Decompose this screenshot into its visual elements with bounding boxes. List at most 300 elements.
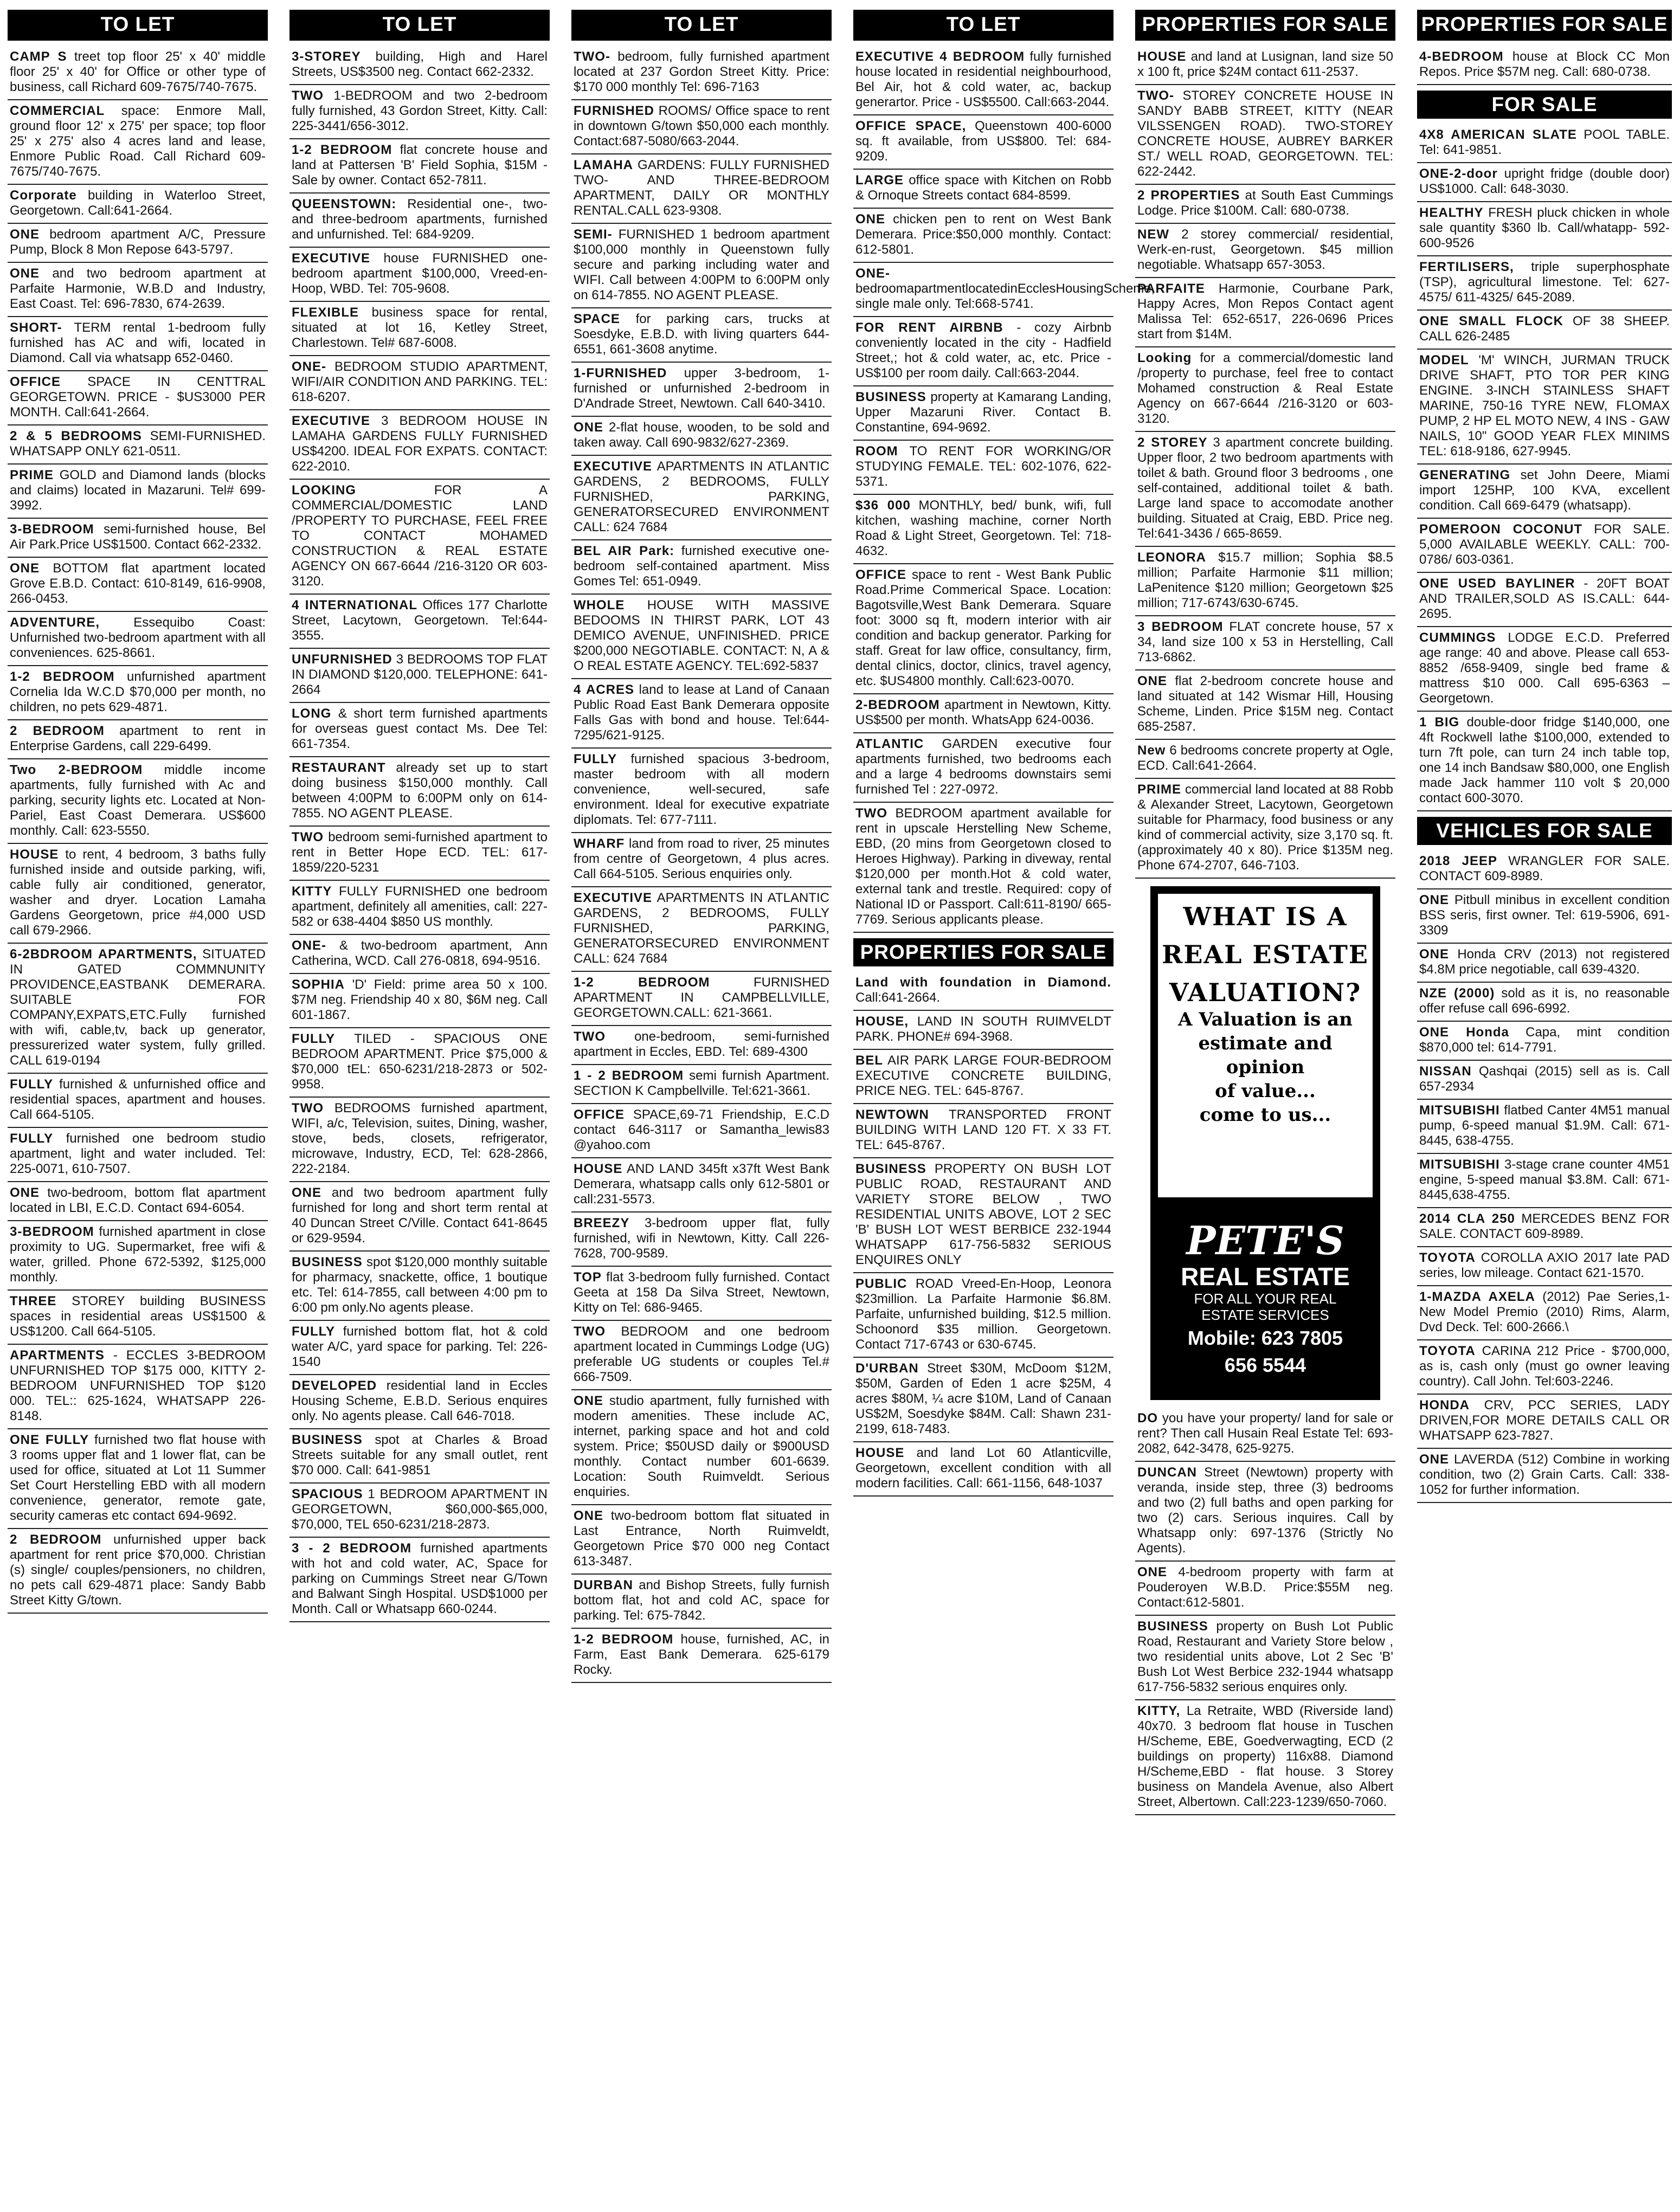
classified-ad [1417, 1340, 1672, 1395]
ad-lead: PARFAITE [1137, 281, 1205, 296]
classified-ad [571, 154, 832, 224]
classified-ad [571, 1575, 832, 1629]
services-text: ESTATE SERVICES [1201, 1307, 1329, 1323]
ad-text: studio apartment, fully furnished with modern amenities. These include AC, internet, parking space and hot and cold system. Price; $50USD daily or $900USD monthly. Contact number 601-6639. Location: South Ruimveldt. Serious enquiries. [574, 1394, 829, 1499]
ad-lead: FERTILISERS, [1419, 260, 1514, 274]
ad-text: HOUSE WITH MASSIVE BEDOOMS IN THIRST PARK, LOT 43 DEMICO AVENUE, UNFINISHED. PRICE $200,000 NEGOTIABLE. CONTACT: N, A & O REAL ESTATE AGENCY. TEL:692-5837 [574, 598, 829, 673]
ad-lead: HONDA [1419, 1398, 1470, 1413]
classified-ad [853, 1158, 1113, 1273]
classified-ad [853, 46, 1113, 115]
ad-text: furnished apartment in close proximity to UG. Supermarket, free wifi & water, grilled. Phone 672-5392, $125,000 monthly. [10, 1224, 266, 1285]
ad-text: La Retraite, WBD (Riverside land) 40x70. 3 bedroom flat house in Tuschen H/Scheme, EBE, Goedverwagting, ECD (2 buildings on property) 116x88. Diamond H/Scheme,EBD - flat house. 3 Storey business on Mandela Avenue, also Albert Street, Albertown. Call:223-1239/650-7060. [1137, 1704, 1393, 1809]
ad-text: FURNISHED APARTMENT IN CAMPBELLVILLE, GEORGETOWN.CALL: 621-3661. [574, 975, 829, 1020]
ad-text: 6 bedrooms concrete property at Ogle, ECD. Call:641-2664. [1137, 743, 1393, 773]
ad-text: space: Enmore Mall, ground floor 12' x 275' per space; top floor 25' x 275' also 4 acres land and lease, Enmore Public Road. Call Richard 609-7675/740-7675. [10, 104, 266, 179]
ad-text: TERM rental 1-bedroom fully furnished has AC and wifi, located in Diamond. Call via whatsapp 652-0460. [10, 320, 266, 365]
classified-ad [8, 759, 268, 844]
ad-text: furnished apartments with hot and cold water, AC, Space for parking on Cummings Street near G/Town and Balwant Singh Hospital. USD$1000 per Month. Call or Whatsapp 660-0244. [292, 1541, 548, 1616]
ad-lead: ONE [10, 1185, 40, 1200]
classified-ad [289, 1098, 550, 1182]
mobile-number: Mobile: 623 7805 [1187, 1327, 1343, 1349]
ad-text: SITUATED IN GATED COMMNUNITY PROVIDENCE,EASTBANK DEMERARA. SUITABLE FOR COMPANY,EXPATS,ETC.Fully furnished with wifi, cable,tv, back up generator, pressurerized water system, fully grilled. CALL 619-0194 [10, 947, 266, 1068]
ad-lead: NZE (2000) [1419, 986, 1495, 1001]
classified-ad [1417, 1154, 1672, 1208]
classified-ad [8, 100, 268, 185]
ad-text: AND LAND 345ft x37ft West Bank Demerara, whatsapp calls only 612-5801 or call:231-5573. [574, 1162, 829, 1207]
ad-lead: FULLY [10, 1077, 54, 1092]
ad-text: bedroom apartment A/C, Pressure Pump, Block 8 Mon Repose 643-5797. [10, 227, 266, 257]
classified-ad [853, 263, 1155, 317]
classified-ad [571, 1390, 832, 1505]
ad-lead: PUBLIC [855, 1276, 907, 1291]
ad-lead: ROOM [855, 444, 898, 459]
ad-text: 3-stage crane counter 4M51 engine, 5-speed manual $3.8M. Call: 671-8445,638-4755. [1419, 1157, 1670, 1202]
classified-ad [8, 1074, 268, 1128]
ad-text: for a commercial/domestic land /property to purchase, feel free to contact Mohamed construction & Real Estate Agency on 667-6644 /216-3120 or 603-3120. [1137, 351, 1393, 426]
ad-text: - 20FT BOAT AND TRAILER,SOLD AS IS.CALL: 644-2695. [1419, 576, 1670, 621]
ad-text: ROAD Vreed-En-Hoop, Leonora $23million. La Parfaite Harmonie $6.8M. Parfaite, unfurnished building, $12.5 million. Schoonord $35 million. Georgetown. Contact 717-6743 or 630-6745. [855, 1276, 1112, 1352]
ad-lead: ONE [1419, 947, 1450, 962]
ad-text: 'D' Field: prime area 50 x 100. $7M neg. Friendship 40 x 80, $6M neg. Call 601-1867. [292, 977, 548, 1022]
ad-lead: ONE SMALL FLOCK [1419, 314, 1563, 328]
ad-text: double-door fridge $140,000, one 4ft Rockwell lathe $100,000, extended to turn 7ft pole, can turn 24 inch table top, one 14 inch Bandsaw $80,000, one English made Jack hammer 110 volt $ 20,000 contact 600-3070. [1419, 715, 1670, 805]
ad-text: commercial land located at 88 Robb & Alexander Street, Lacytown, Georgetown suitable for Pharmacy, food business or any kind of commercial activity, size 3,170 sq. ft. (approximately 40 x 80). Price $135M neg. Phone 674-2707, 646-7103. [1137, 782, 1394, 873]
classified-ad [571, 972, 832, 1026]
section-heading: VEHICLES FOR SALE [1417, 817, 1672, 845]
ad-text: land from road to river, 25 minutes from centre of Georgetown, 4 plus acres. Call 664-5105. Serious enquiries only. [574, 836, 830, 881]
classified-ad [8, 185, 268, 224]
ad-lead: TWO- [574, 49, 610, 64]
ad-text: at South East Cummings Lodge. Price $100M. Call: 680-0738. [1137, 188, 1394, 218]
ad-text: BOTTOM flat apartment located Grove E.B.D. Contact: 610-8149, 616-9908, 266-0453. [10, 561, 266, 606]
ad-lead: ONE- [292, 938, 326, 953]
ad-text: FOR A COMMERCIAL/DOMESTIC LAND /PROPERTY TO PURCHASE, FEEL FREE TO CONTACT MOHAMED CONSTRUCTION & REAL ESTATE AGENCY ON 667-6644 /216-3120 OR 603-3120. [292, 483, 548, 589]
section-heading: TO LET [8, 10, 268, 41]
ad-text: residential land in Eccles Housing Scheme, E.B.D. Serious enquires only. No agents please. Call 646-7018. [292, 1378, 548, 1423]
classified-ad [571, 46, 832, 100]
ad-text: you have your property/ land for sale or rent? Then call Husain Real Estate Tel: 693-2082, 642-3478, 625-9275. [1137, 1411, 1393, 1456]
ad-text: FURNISHED 1 bedroom apartment $100,000 monthly in Queenstown fully secure and parking including water and WIFI. Call between 4:00PM to 6:00PM only on 614-7855. NO AGENT PLEASE. [574, 227, 829, 302]
ad-lead: ONE [10, 266, 40, 281]
ad-lead: ONE [855, 212, 886, 227]
ad-lead: SOPHIA [292, 977, 345, 992]
ad-lead: BUSINESS [855, 390, 926, 404]
classified-ad [289, 827, 550, 881]
ad-lead: HOUSE [574, 1162, 623, 1176]
ad-text: Honda CRV (2013) not registered $4.8M price negotiable, call 639-4320. [1419, 947, 1670, 977]
classified-ad [853, 972, 1113, 1011]
classified-ad [8, 224, 268, 263]
ad-lead: 2 BEDROOM [10, 724, 105, 738]
classified-ad [289, 356, 550, 410]
ad-text: spot at Charles & Broad Streets suitable for any small outlet, rent $70 000. Call: 641-9851 [292, 1433, 548, 1478]
classified-ad [571, 679, 832, 749]
ad-text: LODGE E.C.D. Preferred age range: 40 and above. Please call 653-8852 /658-9409, single bed frame & mattress $10 000. Call 695-6363 – Georgetown. [1419, 630, 1670, 706]
ad-text: flat concrete house and land at Pattersen 'B' Field Sophia, $15M - Sale by owner. Contact 652-7811. [292, 143, 548, 188]
ad-text: bedroom, fully furnished apartment located at 237 Gordon Street Kitty. Price: $170 000 monthly Tel: 696-7163 [574, 49, 829, 94]
classified-ad [1417, 850, 1672, 889]
classified-ad [1135, 670, 1395, 740]
ad-lead: PRIME [10, 468, 54, 482]
ad-text: apartment to rent in Enterprise Gardens, call 229-6499. [10, 724, 266, 753]
ad-lead: ONE FULLY [10, 1433, 89, 1447]
ad-text: furnished executive one-bedroom self-contained apartment. Miss Gomes Tel: 651-0949. [574, 544, 829, 589]
ad-text: semi furnish Apartment. SECTION K Campbellville. Tel:621-3661. [574, 1068, 830, 1098]
classified-ad [1417, 202, 1672, 256]
classified-ad [571, 308, 832, 363]
ad-lead: TWO- [1137, 88, 1174, 103]
ad-lead: 3 - 2 BEDROOM [292, 1541, 412, 1556]
ad-lead: TOYOTA [1419, 1344, 1476, 1358]
ad-lead: CUMMINGS [1419, 630, 1496, 645]
ad-text: two-bedroom bottom flat situated in Last Entrance, North Ruimveldt, Georgetown Price $70 000 neg Contact 613-3487. [574, 1508, 830, 1569]
classified-ad [1135, 547, 1395, 616]
classified-ad [8, 944, 268, 1074]
classified-ad [289, 881, 550, 935]
classified-ad [1417, 350, 1672, 465]
classified-ad [8, 519, 268, 558]
ad-text: flat 3-bedroom fully furnished. Contact Geeta at 158 Da Silva Street, Newtown, Kitty on Tel: 686-9465. [574, 1270, 829, 1315]
ad-lead: SPACIOUS [292, 1487, 363, 1501]
ad-text: APARTMENTS IN ATLANTIC GARDENS, 2 BEDROOMS, FULLY FURNISHED, PARKING, GENERATORSECURED ENVIRONMENT CALL: 624 7684 [574, 459, 830, 534]
ad-text: BEDROOMS furnished apartment, WIFI, a/c, Television, suites, Dining, washer, stove, beds, closets, refrigerator, microwave, Industry, ECD, Tel: 628-2866, 222-2184. [292, 1101, 548, 1176]
ad-text: FULLY FURNISHED one bedroom apartment, definitely all amenities, call: 227-582 or 638-4404 $850 US monthly. [292, 884, 548, 929]
ad-lead: BUSINESS [1137, 1619, 1208, 1634]
ad-text: STOREY CONCRETE HOUSE IN SANDY BABB STREET, KITTY (NEAR VILSSENGEN ROAD). TWO-STOREY CONCRETE HOUSE, AUBREY BARKER ST./ WELL ROAD, GEORGETOWN. TEL: 622-2442. [1137, 88, 1393, 179]
classified-ad [853, 441, 1113, 495]
ad-text: treet top floor 25' x 40' middle floor 25' x 40' for Office or other type of business, call Richard 609-7675/740-7675. [10, 49, 266, 94]
ad-lead: OFFICE [10, 375, 61, 389]
classified-ad [1135, 185, 1395, 224]
ad-text: furnished bottom flat, hot & cold water A/C, yard space for parking. Tel: 226-1540 [292, 1324, 548, 1369]
pete-logo [1163, 1219, 1367, 1377]
ad-text: already set up to start doing business $150,000 monthly. Call between 4:00PM to 6:00PM only on 614-7855. NO AGENT PLEASE. [292, 760, 548, 821]
ad-lead: 1-2 BEDROOM [292, 143, 392, 157]
ad-text: $15.7 million; Sophia $8.5 million; Parfaite Harmonie $11 million; LaPenitence $120 million; Georgetown $25 million; 717-6743/630-6745. [1137, 550, 1393, 610]
classified-ad [571, 224, 832, 308]
ad-lead: QUEENSTOWN: [292, 197, 397, 211]
valuation-question: VALUATION? [1169, 978, 1362, 1007]
ad-text: Capa, mint condition $870,000 tel: 614-7791. [1419, 1025, 1670, 1055]
classified-ad [571, 456, 832, 540]
ad-lead: SHORT- [10, 320, 62, 335]
ad-lead: UNFURNISHED [292, 652, 392, 667]
classified-ad [1135, 779, 1395, 879]
ad-lead: FULLY [574, 752, 617, 766]
ad-lead: MITSUBISHI [1419, 1103, 1500, 1118]
ad-text: upright fridge (double door) US$1000. Call: 648-3030. [1419, 166, 1670, 196]
ad-lead: NISSAN [1419, 1064, 1472, 1079]
ad-lead: ONE- [855, 266, 890, 281]
ad-lead: EXECUTIVE [574, 459, 653, 474]
ad-lead: ONE [1419, 893, 1450, 907]
ad-lead: 2 & 5 BEDROOMS [10, 429, 142, 443]
classified-ad [853, 170, 1113, 209]
ad-text: middle income apartments, fully furnished with Ac and parking, security lights etc. Located at Non-Pariel, East Coast Demerara. US$600 monthly. Call: 623-5550. [10, 763, 266, 838]
ad-lead: SPACE [574, 312, 620, 326]
ad-text: CRV, PCC SERIES, LADY DRIVEN,FOR MORE DETAILS CALL OR WHATSAPP 623-7827. [1419, 1398, 1670, 1443]
ad-text: 3 BEDROOMS TOP FLAT IN DIAMOND $120,000. TELEPHONE: 641-2664 [292, 652, 548, 697]
classified-ad [289, 46, 550, 85]
classified-ad [853, 1273, 1113, 1358]
classified-ad [8, 844, 268, 944]
section-heading: FOR SALE [1417, 91, 1672, 119]
ad-text: land to lease at Land of Canaan Public Road East Bank Demerara opposite Falls Gas with bond and house. Tel:644-7295/621-9125. [574, 682, 830, 743]
ad-text: Residential one-, two- and three-bedroom apartments, furnished and unfurnished. Tel: 684-9209. [292, 197, 548, 242]
ad-text: sold as it is, no reasonable offer refuse call 696-6992. [1419, 986, 1670, 1016]
ad-lead: OFFICE [855, 567, 906, 582]
classified-ad [1417, 256, 1672, 311]
ad-lead: ONE [574, 1394, 604, 1408]
valuation-question: REAL ESTATE [1162, 940, 1369, 969]
ad-text: furnished one bedroom studio apartment, light and water included. Tel: 225-0071, 610-7507. [10, 1131, 266, 1176]
classified-ad [1135, 278, 1395, 347]
ad-text: OF 38 SHEEP. CALL 626-2485 [1419, 314, 1670, 344]
ad-lead: PRIME [1137, 782, 1182, 797]
ad-lead: MODEL [1419, 353, 1469, 367]
ad-lead: HEALTHY [1419, 205, 1484, 220]
classified-ad [1135, 432, 1395, 547]
ad-lead: 3-BEDROOM [10, 1224, 94, 1239]
ad-lead: ONE [1137, 674, 1168, 688]
ad-text: TRANSPORTED FRONT BUILDING WITH LAND 120 FT. X 33 FT. TEL: 645-8767. [855, 1107, 1111, 1152]
ad-lead: ATLANTIC [855, 737, 924, 751]
ad-lead: TOYOTA [1419, 1250, 1476, 1265]
ad-lead: FURNISHED [574, 104, 655, 118]
classified-ad [853, 386, 1113, 441]
classified-ad [8, 46, 268, 100]
classified-ad [289, 480, 550, 595]
classified-ad [1417, 124, 1672, 163]
valuation-text: come to us... [1199, 1104, 1331, 1126]
ad-text: & two-bedroom apartment, Ann Catherina, WCD. Call 276-0818, 694-9516. [292, 938, 548, 968]
classified-ad [1417, 573, 1672, 627]
ad-text: BEDROOM apartment available for rent in upscale Herstelling New Scheme, EBD, (20 mins from Georgetown closed to Heroes Highway). Parking in diveway, rental $120,000 per month.Hot & cold water, external tank and trestle. Required: copy of National ID or Passport. Call:611-8190/ 665-7769. Serious applicants please. [855, 806, 1112, 927]
classified-ad [853, 495, 1113, 564]
ad-lead: KITTY, [1137, 1704, 1181, 1718]
classified-ad [853, 1011, 1113, 1050]
classified-ad [1417, 1286, 1672, 1340]
ad-text: BEDROOM and one bedroom apartment located in Cummings Lodge (UG) preferable UG students or couples Tel.# 666-7509. [574, 1324, 829, 1384]
section-heading: TO LET [853, 10, 1113, 41]
ad-text: unfurnished apartment Cornelia Ida W.C.D $70,000 per month, no children, no pets 629-4871. [10, 669, 266, 714]
ad-lead: EXECUTIVE [292, 414, 371, 428]
ad-text: MONTHLY, bed/ bunk, wifi, full kitchen, washing machine, corner North Road & Light Street, Georgetown. Tel: 718-4632. [855, 498, 1111, 558]
ad-text: GARDENS: FULLY FURNISHED TWO- AND THREE-BEDROOM APARTMENT, DAILY OR MONTHLY RENTAL.CALL 623-9308. [574, 158, 829, 218]
classified-ad [853, 1442, 1113, 1497]
ad-lead: FULLY [10, 1131, 54, 1146]
ad-lead: 6-2BDROOM APARTMENTS, [10, 947, 197, 962]
mobile-number: 656 5544 [1224, 1354, 1306, 1376]
ad-text: flatbed Canter 4M51 manual pump, 6-speed manual $1.9M. Call: 671-8445, 638-4755. [1419, 1103, 1670, 1148]
classified-ad [289, 974, 550, 1028]
classified-ad [8, 1291, 268, 1345]
classified-ad [571, 540, 832, 595]
classified-ad [1135, 1700, 1395, 1815]
ad-text: for parking cars, trucks at Soesdyke, E.B.D. with living quarters 644-6551, 661-3608 anytime. [574, 312, 829, 357]
classified-ad [853, 209, 1113, 263]
ad-text: house at Block CC Mon Repos. Price $57M neg. Call: 680-0738. [1419, 49, 1670, 79]
ad-text: one-bedroom, semi-furnished apartment in Eccles, EBD. Tel: 689-4300 [574, 1029, 829, 1059]
classified-ad [8, 425, 268, 465]
classified-ad [1417, 1208, 1672, 1247]
section-heading: PROPERTIES FOR SALE [1417, 10, 1672, 41]
ad-lead: 3-STOREY [292, 49, 361, 64]
ad-lead: FULLY [292, 1324, 336, 1339]
ad-text: furnished spacious 3-bedroom, master bedroom with all modern convenience, well-secured, safe environment. Ideal for executive expatriate diplomats. Tel: 677-7111. [574, 752, 829, 827]
ad-text: 3 BEDROOM HOUSE IN LAMAHA GARDENS FULLY FURNISHED US$4200. IDEAL FOR EXPATS. CONTACT: 622-2010. [292, 414, 548, 474]
classified-ad [571, 1104, 832, 1158]
ad-lead: TOP [574, 1270, 602, 1285]
ad-text: apartment in Newtown, Kitty. US$500 per month. WhatsApp 624-0036. [855, 698, 1111, 727]
ad-lead: BUSINESS [855, 1162, 926, 1176]
classified-ad [8, 317, 268, 371]
ad-text: COROLLA AXIO 2017 late PAD series, low mileage. Contact 621-1570. [1419, 1250, 1670, 1280]
classified-ad [8, 558, 268, 612]
ad-text: spot $120,000 monthly suitable for pharmacy, snackette, office, 1 boutique etc. Tel: 614-7855, call between 4:00 pm to 6:00 pm only.No agents please. [292, 1255, 548, 1315]
classified-ad [853, 317, 1113, 386]
classified-ad [1417, 944, 1672, 983]
classified-ad [1417, 1022, 1672, 1061]
classified-ad [289, 1028, 550, 1098]
ad-lead: NEW [1137, 227, 1169, 242]
classified-ad [289, 1429, 550, 1484]
ad-text: chicken pen to rent on West Bank Demerara. Price:$50,000 monthly. Contact: 612-5801. [855, 212, 1112, 257]
ad-text: GOLD and Diamond lands (blocks and claims) located in Mazaruni. Tel# 699-3992. [10, 468, 266, 513]
classified-ad [1417, 465, 1672, 519]
classified-ad [1135, 740, 1395, 779]
ad-text: and Bishop Streets, fully furnish bottom flat, hot and cold AC, space for parking. Tel: 675-7842. [574, 1578, 829, 1623]
classified-ad [289, 757, 550, 827]
ad-text: BEDROOM STUDIO APARTMENT, WIFI/AIR CONDITION AND PARKING. TEL: 618-6207. [292, 359, 548, 404]
ad-text: WRANGLER FOR SALE. CONTACT 609-8989. [1419, 854, 1670, 883]
ad-lead: HOUSE [855, 1446, 905, 1460]
ad-text: triple superphosphate (TSP), agricultural limestone. Tel: 627-4575/ 611-4325/ 645-2089. [1419, 260, 1670, 305]
ad-lead: 2014 CLA 250 [1419, 1211, 1515, 1226]
ad-lead: ONE- [292, 359, 326, 374]
ad-text: LAND IN SOUTH RUIMVELDT PARK. PHONE# 694-3968. [855, 1014, 1112, 1044]
valuation-question: WHAT IS A [1183, 902, 1348, 931]
column-to-let-1 [8, 10, 268, 2205]
ad-text: Harmonie, Courbane Park, Happy Acres, Mon Repos Contact agent Malissa Tel: 652-6517, 226-0696 Prices start from $14M. [1137, 281, 1394, 341]
classified-ad [8, 1529, 268, 1614]
ad-lead: 1-2 BEDROOM [574, 975, 710, 990]
ad-lead: ONE Honda [1419, 1025, 1509, 1040]
ad-lead: COMMERCIAL [10, 104, 105, 118]
ad-lead: BREEZY [574, 1216, 630, 1230]
classified-ad [289, 1321, 550, 1375]
ad-text: (2012) Pae Series,1- New Model Premio (2010) Rims, Alarm, Dvd Deck. Tel: 600-2666.\ [1419, 1289, 1670, 1334]
ad-lead: ONE [1419, 1452, 1450, 1467]
classified-ad [853, 803, 1113, 933]
ad-lead: ONE [10, 227, 40, 242]
classified-ad [571, 417, 832, 456]
classified-ad [853, 1104, 1113, 1158]
ad-text: 4-bedroom property with farm at Pouderoyen W.B.D. Price:$55M neg. Contact:612-5801. [1137, 1565, 1393, 1610]
ad-lead: Looking [1137, 351, 1192, 365]
ad-lead: POMEROON COCONUT [1419, 522, 1583, 537]
ad-text: and two bedroom apartment at Parfaite Harmonie, W.B.D and Industry, East Coast. Tel: 696-7830, 674-2639. [10, 266, 266, 311]
ad-text: LAVERDA (512) Combine in working condition, two (2) Grain Carts. Call: 338-1052 for further information. [1419, 1452, 1670, 1497]
ad-text: Street (Newtown) property with veranda, inside step, three (3) bedrooms and two (2) full baths and open parking for two (2) cars. Serious inquires. Call by Whatsapp only: 697-1376 (Strictly No Agents). [1137, 1465, 1393, 1556]
classified-ad [8, 612, 268, 666]
classified-ad [571, 363, 832, 417]
ad-text: 3 apartment concrete building. Upper floor, 2 two bedroom apartments with toilet & bath. Ground floor 3 bedrooms , one self-contained, additional toilet & bath. Large land space to accomodate another building. Situated at Craig, EBD. Price neg. Tel:641-3436 / 665-8659. [1137, 435, 1393, 541]
classified-ad [571, 887, 832, 972]
ad-lead: TWO [292, 830, 324, 844]
ad-lead: 3-BEDROOM [10, 522, 94, 537]
ad-lead: BEL AIR Park: [574, 544, 675, 558]
ad-lead: D'URBAN [855, 1361, 919, 1376]
classified-ad [1417, 519, 1672, 573]
ad-text: PROPERTY ON BUSH LOT PUBLIC ROAD, RESTAURANT AND VARIETY STORE BELOW , TWO RESIDENTIAL UNITS ABOVE, LOT 2 SEC 'B' BUSH LOT WEST BERBICE 232-1944 WHATSAPP 617-756-5832 SERIOUS ENQUIRES ONLY [855, 1162, 1112, 1267]
classified-ad [1135, 1408, 1395, 1462]
ad-lead: 4-BEDROOM [1419, 49, 1504, 64]
classified-ad [289, 139, 550, 194]
classified-ad [289, 410, 550, 480]
classified-ad [1417, 163, 1672, 202]
ad-text: - ECCLES 3-BEDROOM UNFURNISHED TOP $175 000, KITTY 2-BEDROOM UNFURNISHED TOP $120 000. TEL:: 625-1624, WHATSAPP 226-8148. [10, 1348, 266, 1423]
ad-text: SPACE,69-71 Friendship, E.C.D contact 646-3117 or Samantha_lewis83 @yahoo.com [574, 1107, 830, 1152]
ad-lead: EXECUTIVE [292, 251, 371, 266]
valuation-panel [1158, 894, 1373, 1197]
ad-text: 1 BEDROOM APARTMENT IN GEORGETOWN, $60,000-$65,000, $70,000, TEL 650-6231/218-2873. [292, 1487, 548, 1532]
ad-text: TO RENT FOR WORKING/OR STUDYING FEMALE. TEL: 602-1076, 622-5371. [855, 444, 1112, 489]
classified-ad [571, 595, 832, 679]
column-properties-for-sale [1135, 10, 1395, 2205]
classified-ad [853, 1358, 1113, 1442]
classified-ad [289, 935, 550, 974]
ad-lead: DO [1137, 1411, 1158, 1426]
ad-lead: GENERATING [1419, 468, 1511, 482]
ad-text: business space for rental, situated at lot 16, Ketley Street, Charlestown. Tel# 687-6008. [292, 305, 548, 350]
classified-ad [289, 85, 550, 139]
ad-lead: 2 STOREY [1137, 435, 1208, 450]
classified-ad [8, 720, 268, 759]
classified-ad [289, 194, 550, 248]
classified-ad [289, 1182, 550, 1252]
column-for-sale-vehicles [1417, 10, 1672, 2205]
ad-text: Qashqai (2015) sell as is. Call 657-2934 [1419, 1064, 1670, 1094]
classified-ad [289, 649, 550, 703]
ad-text: and land at Lusignan, land size 50 x 100 ft, price $24M contact 611-2537. [1137, 49, 1394, 79]
ad-text: house FURNISHED one-bedroom apartment $100,000, Vreed-en-Hoop, WBD. Tel: 705-9608. [292, 251, 548, 296]
column-to-let-2 [289, 10, 550, 2205]
ad-text: flat 2-bedroom concrete house and land situated at 142 Wismar Hill, Housing Scheme, Linden. Price $15M neg. Contact 685-2587. [1137, 674, 1394, 734]
ad-text: office space with Kitchen on Robb & Ornoque Streets contact 684-8599. [855, 173, 1111, 203]
ad-lead: ONE [10, 561, 40, 576]
classified-ad [1135, 1462, 1395, 1562]
classified-ad [1417, 889, 1672, 944]
ad-text: STOREY building BUSINESS spaces in residential areas US$1500 & US$1200. Call 664-5105. [10, 1294, 266, 1339]
ad-text: to rent, 4 bedroom, 3 baths fully furnished inside and outside parking, wifi, cable fully air conditioned, generator, washer and dryer. Location Lamaha Gardens Georgetown, price #4,000 USD call 679-2966. [10, 847, 266, 938]
ad-lead: NEWTOWN [855, 1107, 929, 1122]
ad-text: GARDEN executive four apartments furnished, two bedrooms each and a large 4 bedrooms downstairs semi furnished Tel : 227-0972. [855, 737, 1112, 797]
ad-lead: WHARF [574, 836, 625, 851]
ad-text: & short term furnished apartments for overseas guest contact Ms. Dee Tel: 661-7354. [292, 706, 548, 751]
ad-text: SEMI-FURNISHED. WHATSAPP ONLY 621-0511. [10, 429, 266, 459]
ad-text: 2 storey commercial/ residential, Werk-en-rust, Georgetown. $45 million negotiable. Whatsapp 657-3053. [1137, 227, 1393, 272]
ad-text: fully furnished house located in residential neighbourhood, Bel Air, hot & cold water, ac, backup generartor. Price - US$5500. Call:663-2044. [855, 49, 1112, 109]
classified-ad [571, 1213, 832, 1267]
ad-text: Pitbull minibus in excellent condition BSS seris, first owner. Tel: 619-5906, 691-3309 [1419, 893, 1670, 938]
ad-lead: ONE USED BAYLINER [1419, 576, 1575, 591]
classified-ad [1417, 1100, 1672, 1154]
classified-ad [8, 1182, 268, 1221]
ad-text: POOL TABLE. Tel: 641-9851. [1419, 127, 1670, 157]
ad-lead: FLEXIBLE [292, 305, 359, 320]
ad-text: 1-BEDROOM and two 2-bedroom fully furnished, 43 Gordon Street, Kitty. Call: 225-3441/656-3012. [292, 88, 548, 133]
